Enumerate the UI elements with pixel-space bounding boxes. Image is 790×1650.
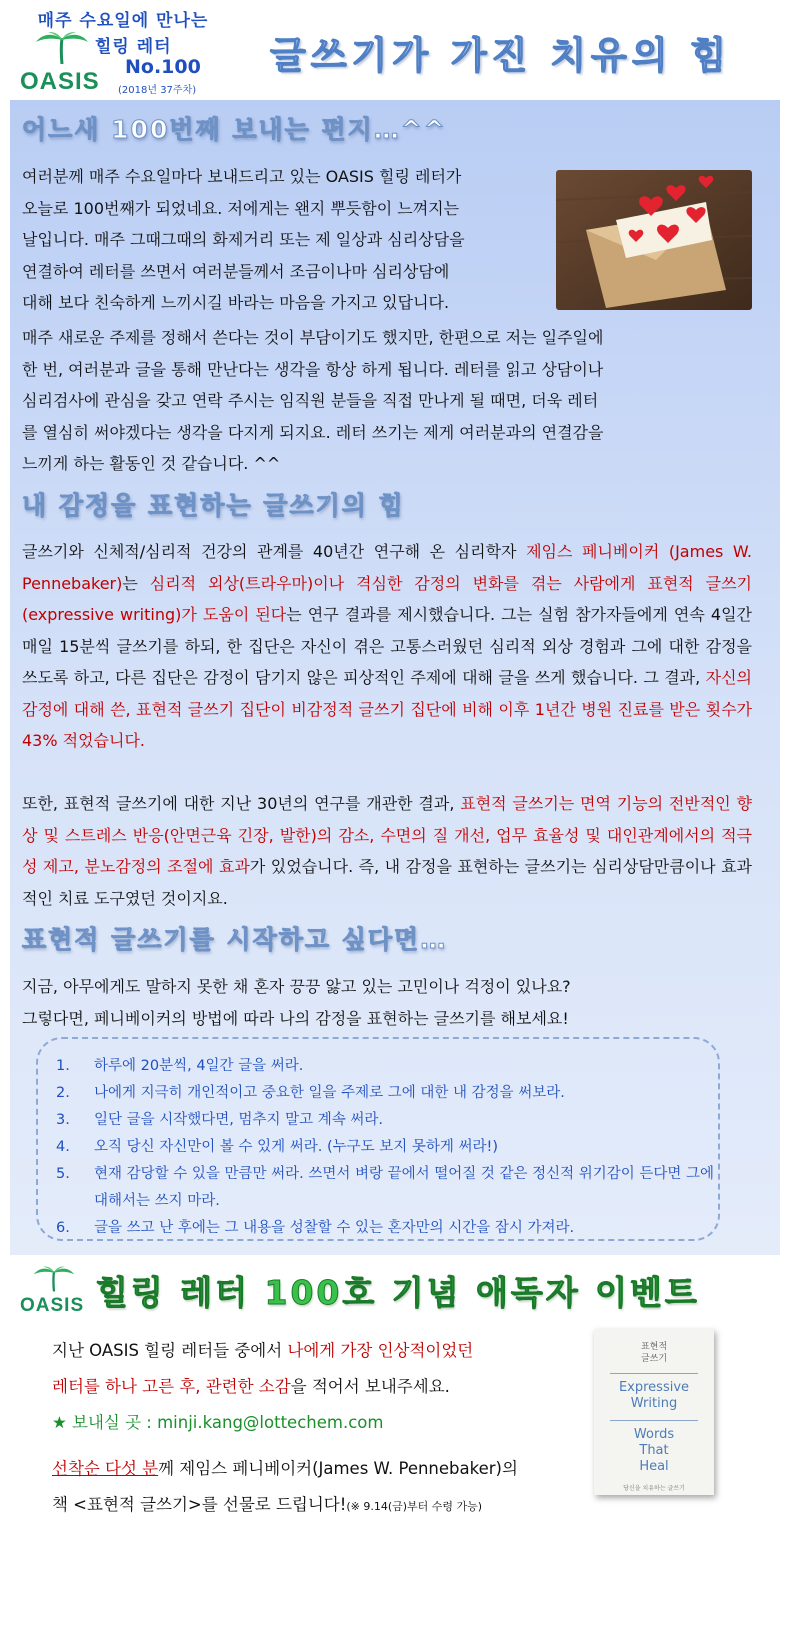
step-text: 하루에 20분씩, 4일간 글을 써라. [94, 1058, 304, 1074]
book-en-line: Writing [630, 1396, 678, 1411]
oasis-logo [20, 30, 120, 96]
step-item [56, 1080, 718, 1107]
text: 가 있었습니다. 즉, 내 감정을 표현하는 글쓰기는 심리상담만큼이나 효과적인 치료 도구였던 것이지요. [22, 857, 752, 908]
line: 오늘로 100번째가 되었네요. 저에게는 왠지 뿌듯함이 느껴지는 [22, 198, 460, 218]
section1-para2 [22, 322, 752, 480]
text: 께 제임스 페니베이커(James W. Pennebaker)의 [158, 1459, 518, 1478]
section1-heading: 어느새 100번째 보내는 편지…^^ [22, 115, 447, 144]
step-text: 오직 당신 자신만이 볼 수 있게 써라. (누구도 보지 못하게 써라!) [94, 1139, 498, 1155]
book-subtitle-en [594, 1427, 714, 1475]
line: 지금, 아무에게도 말하지 못한 채 혼자 끙끙 앓고 있는 고민이나 걱정이 있나요? [22, 977, 571, 996]
book-title-en [594, 1380, 714, 1412]
text: 책 <표현적 글쓰기>를 선물로 드립니다! [52, 1495, 347, 1514]
book-cover-image [594, 1329, 714, 1495]
text: 글쓰기와 신체적/심리적 건강의 관계를 40년간 연구해 온 심리학자 [22, 542, 527, 561]
send-label: ★ 보내실 곳 : [52, 1413, 158, 1432]
step-number: 1. [56, 1058, 70, 1074]
book-en-line: Heal [639, 1459, 669, 1474]
event-title: 힐링 레터 100호 기념 애독자 이벤트 [96, 1273, 700, 1312]
book-subtitle-ko: 당신을 치유하는 글쓰기 [623, 1485, 685, 1492]
highlight-text: 제임스 페니베이커 (James W. Pennebaker) [22, 542, 753, 593]
issue-number: No.100 [125, 56, 201, 78]
text: 지난 OASIS 힐링 레터들 중에서 [52, 1341, 288, 1360]
header [0, 0, 790, 100]
love-letter-image [556, 170, 752, 310]
header-healing-letter: 힐링 레터 [95, 37, 172, 57]
text: 또한, 표현적 글쓰기에 대한 지난 30년의 연구를 개관한 결과, [22, 794, 461, 813]
step-text: 현재 감당할 수 있을 만큼만 써라. 쓰면서 벼랑 끝에서 떨어질 것 같은 정신적 위기감이 든다면 그에 대해서는 쓰지 마라. [94, 1166, 715, 1209]
main-content [10, 100, 780, 1255]
line: 심리검사에 관심을 갖고 연락 주시는 임직원 분들을 직접 만나게 될 때면, 더욱 레터 [22, 391, 599, 410]
step-number: 3. [56, 1112, 70, 1128]
step-number: 2. [56, 1085, 70, 1101]
line: 매주 새로운 주제를 정해서 쓴다는 것이 부담이기도 했지만, 한편으로 저는 일주일에 [22, 328, 604, 347]
event-line [52, 1409, 383, 1433]
event-oasis-logo [20, 1265, 92, 1317]
newsletter-title: 글쓰기가 가진 치유의 힘 [270, 34, 732, 77]
email-link[interactable]: minji.kang@lottechem.com [157, 1413, 384, 1432]
step-item [56, 1053, 718, 1080]
section3-intro [22, 971, 752, 1034]
line: 느끼게 하는 활동인 것 같습니다. ^^ [22, 454, 281, 473]
highlight-text: 레터를 하나 고른 후, 관련한 소감 [52, 1377, 291, 1396]
step-text: 글을 쓰고 난 후에는 그 내용을 성찰할 수 있는 혼자만의 시간을 잠시 가져라. [94, 1220, 575, 1236]
oasis-logo-text: OASIS [20, 1295, 85, 1316]
line: 날입니다. 매주 그때그때의 화제거리 또는 제 일상과 심리상담을 [22, 230, 465, 249]
event-section [0, 1255, 790, 1650]
line: 연결하여 레터를 쓰면서 여러분들께서 조금이나마 심리상담에 [22, 261, 450, 281]
section3-heading: 표현적 글쓰기를 시작하고 싶다면… [22, 925, 448, 954]
event-line [52, 1455, 518, 1479]
text: 을 적어서 보내주세요. [290, 1377, 450, 1396]
event-line [52, 1491, 482, 1515]
steps-list [38, 1039, 718, 1242]
oasis-logo-text: OASIS [20, 68, 100, 95]
book-title-ko [594, 1341, 714, 1365]
step-text: 나에게 지극히 개인적이고 중요한 일을 주제로 그에 대한 내 감정을 써보라. [94, 1085, 565, 1101]
step-item [56, 1215, 718, 1242]
highlight-text: 심리적 외상(트라우마)이나 격심한 감정의 변화를 겪는 사람에게 표현적 글쓰기(expressive writing)가 도움이 된다 [22, 573, 752, 624]
highlight-text: 선착순 다섯 분 [52, 1459, 159, 1478]
section2-para2 [22, 788, 752, 914]
step-number: 4. [56, 1139, 70, 1155]
event-line [52, 1373, 450, 1397]
section2-para1 [22, 536, 752, 757]
step-number: 6. [56, 1220, 70, 1236]
steps-box [36, 1037, 720, 1241]
issue-week: (2018년 37주차) [118, 85, 197, 96]
highlight-text: 나에게 가장 인상적이었던 [287, 1341, 474, 1360]
line: 대해 보다 친숙하게 느끼시길 바라는 마음을 가지고 있답니다. [22, 293, 450, 312]
line: 여러분께 매주 수요일마다 보내드리고 있는 OASIS 힐링 레터가 [22, 167, 462, 186]
highlight-text: 표현적 글쓰기는 면역 기능의 전반적인 향상 및 스트레스 반응(안면근육 긴장, 발한)의 감소, 수면의 질 개선, 업무 효율성 및 대인관계에서의 적극성 제고, 분노감정의 조절에 효과 [22, 794, 752, 876]
line: 한 번, 여러분과 글을 통해 만난다는 생각을 항상 하게 됩니다. 레터를 읽고 상담이나 [22, 359, 604, 379]
book-title-line: 글쓰기 [640, 1354, 668, 1364]
highlight-text: 자신의 감정에 대해 쓴, 표현적 글쓰기 집단이 비감정적 글쓰기 집단에 비해 이후 1년간 병원 진료를 받은 횟수가 43% 적었습니다. [22, 668, 752, 750]
step-number: 5. [56, 1166, 70, 1182]
text: 는 연구 결과를 제시했습니다. 그는 실험 참가자들에게 연속 4일간 매일 15분씩 글쓰기를 하되, 한 집단은 자신이 겪은 고통스러웠던 심리적 외상 경험과 그에 대한 감정을 쓰도록 하고, 다른 집단은 감정이 담기지 않은 피상적인 주제에 대해 글을 쓰게 했습니다. 그 결과, [22, 605, 752, 687]
palm-icon [32, 30, 92, 66]
book-en-line: Words [633, 1427, 675, 1442]
book-en-line: Expressive [618, 1380, 690, 1395]
line: 그렇다면, 페니베이커의 방법에 따라 나의 감정을 표현하는 글쓰기를 해보세요! [22, 1008, 569, 1028]
step-item [56, 1107, 718, 1134]
palm-icon [30, 1265, 78, 1293]
step-item [56, 1134, 718, 1161]
section2-heading: 내 감정을 표현하는 글쓰기의 힘 [22, 491, 405, 520]
text: 는 [122, 573, 150, 593]
header-subtitle: 매주 수요일에 만나는 [37, 11, 209, 31]
line: 를 열심히 써야겠다는 생각을 다지게 되지요. 레터 쓰기는 제게 여러분과의 연결감을 [22, 422, 604, 442]
divider [610, 1373, 698, 1374]
book-en-line: That [639, 1443, 669, 1458]
note-text: (※ 9.14(금)부터 수령 가능) [346, 1500, 483, 1513]
book-title-line: 표현적 [640, 1342, 668, 1352]
section1-para1 [22, 161, 547, 319]
event-line [52, 1337, 473, 1361]
divider [610, 1420, 698, 1421]
step-text: 일단 글을 시작했다면, 멈추지 말고 계속 써라. [94, 1112, 383, 1128]
step-item [56, 1161, 718, 1215]
